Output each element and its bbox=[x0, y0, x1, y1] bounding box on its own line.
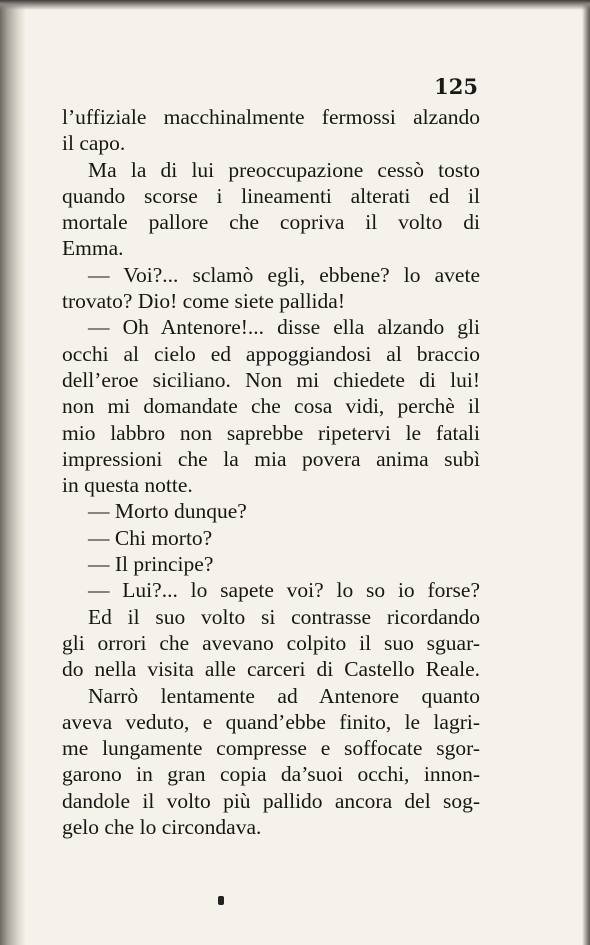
text-line: me lungamente compresse e soffocate sgor- bbox=[62, 736, 480, 761]
text-line: Narrò lentamente ad Antenore quanto bbox=[88, 683, 480, 708]
text-line: aveva veduto, e quand’ebbe finito, le lagri- bbox=[62, 709, 480, 734]
text-line: Emma. bbox=[62, 236, 124, 261]
text-line: — Morto dunque? bbox=[88, 499, 247, 524]
text-line: — Chi morto? bbox=[88, 525, 213, 550]
text-line: il capo. bbox=[62, 131, 126, 156]
text-line: Ed il suo volto si contrasse ricordando bbox=[88, 604, 480, 629]
text-line: mortale pallore che copriva il volto di bbox=[62, 210, 480, 235]
text-line: do nella visita alle carceri di Castello Reale. bbox=[62, 657, 480, 682]
text-line: — Voi?... sclamò egli, ebbene? lo avete bbox=[88, 262, 480, 287]
printer-mark bbox=[218, 896, 224, 905]
text-line: garono in gran copia da’suoi occhi, innon- bbox=[62, 762, 480, 787]
body-text bbox=[62, 104, 480, 840]
text-line: gli orrori che avevano colpito il suo sguar- bbox=[62, 630, 480, 655]
text-line: in questa notte. bbox=[62, 473, 193, 498]
text-line: mio labbro non saprebbe ripetervi le fatali bbox=[62, 420, 480, 445]
text-line: — Lui?... lo sapete voi? lo so io forse? bbox=[88, 578, 480, 603]
text-line: quando scorse i lineamenti alterati ed il bbox=[62, 183, 480, 208]
text-line: Ma la di lui preoccupazione cessò tosto bbox=[88, 157, 480, 182]
page-edge-shadow bbox=[582, 0, 590, 945]
text-line: — Il principe? bbox=[88, 552, 214, 577]
page-number: 125 bbox=[434, 74, 478, 99]
text-line: trovato? Dio! come siete pallida! bbox=[62, 289, 345, 314]
text-line: l’uffiziale macchinalmente fermossi alzando bbox=[62, 105, 480, 129]
text-line: dandole il volto più pallido ancora del sog- bbox=[62, 788, 480, 813]
text-line: gelo che lo circondava. bbox=[62, 815, 262, 840]
text-line: non mi domandate che cosa vidi, perchè il bbox=[62, 394, 480, 419]
text-line: impressioni che la mia povera anima subì bbox=[62, 446, 480, 471]
text-line: — Oh Antenore!... disse ella alzando gli bbox=[88, 315, 480, 340]
text-line: dell’eroe siciliano. Non mi chiedete di lui! bbox=[62, 367, 480, 392]
text-line: occhi al cielo ed appoggiandosi al braccio bbox=[62, 341, 480, 366]
